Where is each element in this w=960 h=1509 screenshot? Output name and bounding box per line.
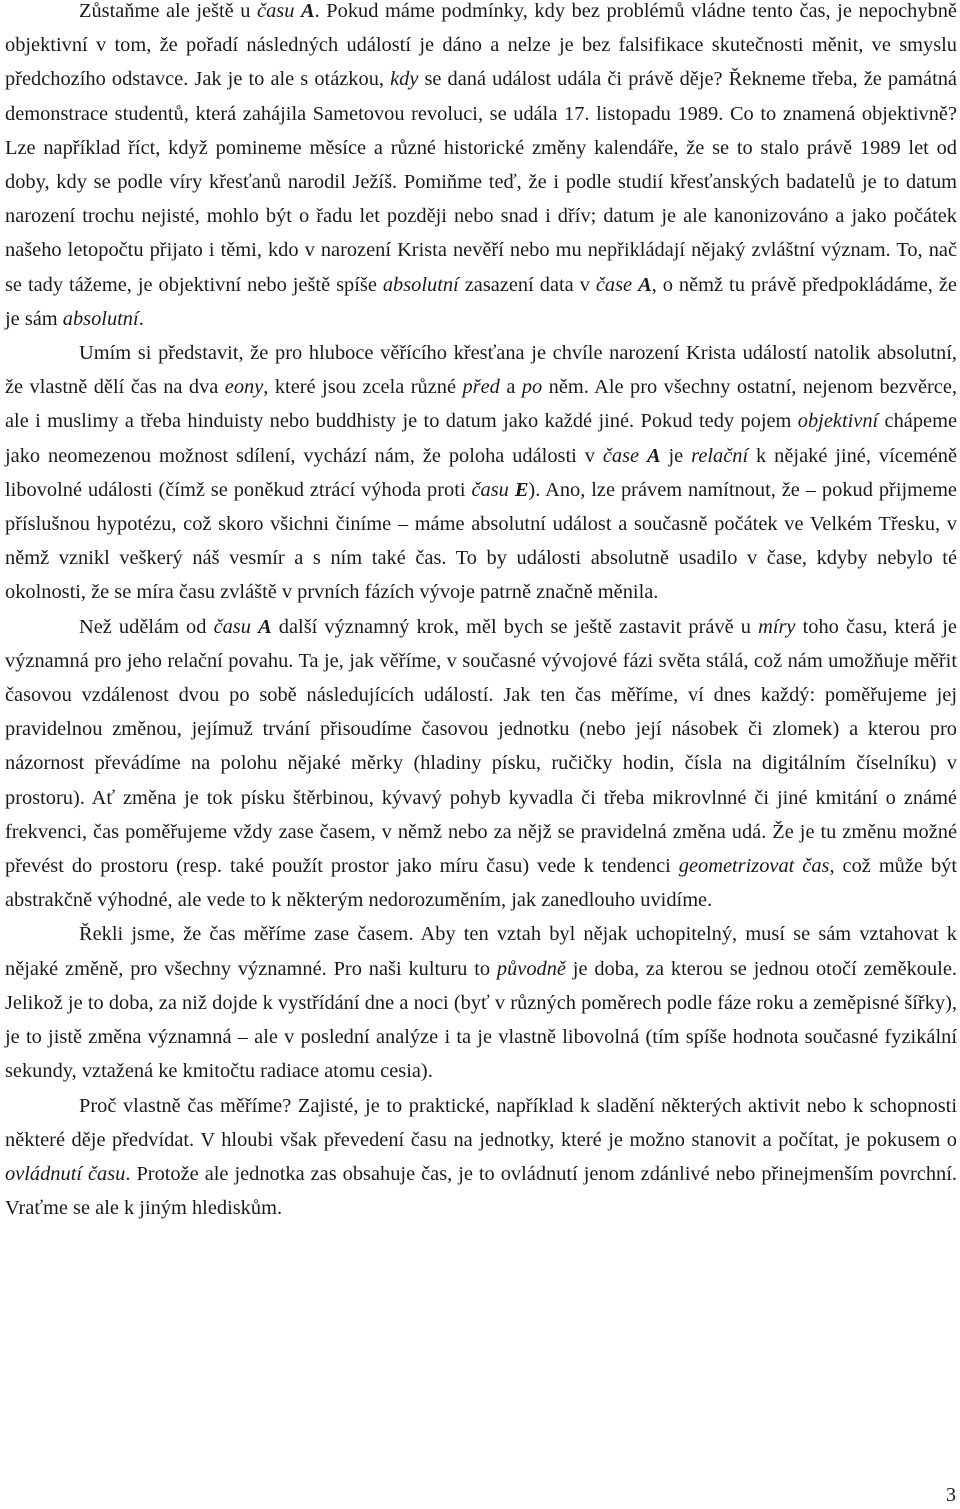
text-run: chápeme jako neomezenou možnost sdílení, vychází nám, že poloha události v	[5, 410, 957, 467]
italic-term: míry	[758, 615, 796, 638]
text-run: se daná událost udála či právě děje? Řekneme třeba, že památná demonstrace studentů, která zahájila Sametovou revoluci, se udála 17. listopadu 1989. Co to znamená objektivně? Lze například říct, když pomineme měsíce a různé historické změny kalendáře, že se to stalo právě 1989 let od doby, kdy se podle víry křesťanů narodil Ježíš. Pomiňme teď, že i podle studií křesťanských badatelů je to datum narození trochu nejisté, mohlo být o řadu let později nebo snad i dřív; datum je ale kanonizováno a jako počátek našeho letopočtu přijato i těmi, kdo v narození Krista nevěří nebo mu nepřikládají nějaký zvláštní význam. To, nač se tady tážeme, je objektivní nebo ještě spíše	[5, 68, 957, 296]
text-run: něm. Ale pro všechny ostatní, nejenom bezvěrce, ale i muslimy a třeba hinduisty nebo buddhisty je to datum jako každé jiné. Pokud tedy pojem	[5, 376, 958, 433]
paragraph-1	[5, 0, 957, 336]
text-run: a	[499, 376, 522, 399]
bold-italic-term: A	[646, 444, 661, 467]
italic-term: objektivní	[797, 410, 879, 433]
text-run: , které jsou zcela různé	[263, 376, 463, 399]
paragraph-5	[5, 1089, 957, 1226]
italic-term: geometrizovat čas	[678, 855, 830, 878]
text-run: je doba, za kterou se jednou otočí zeměkoule. Jelikož je to doba, za niž dojde k vystřídání dne a noci (byť v různých poměrech podle fáze roku a zeměpisné šířky), je to jistě změna významná – ale v poslední analýze i ta je vlastně libovolná (tím spíše hodnota současné fyzikální sekundy, vztažená ke kmitočtu radiace atomu cesia).	[5, 957, 957, 1083]
text-run: je	[660, 444, 692, 467]
bold-italic-term: A	[301, 0, 315, 22]
italic-term: času	[257, 0, 301, 22]
italic-term: relační	[691, 444, 749, 467]
text-run: , což může být abstrakčně výhodné, ale vede to k některým nedorozuměním, jak zanedlouho uvidíme.	[5, 855, 958, 912]
italic-term: původně	[496, 957, 566, 980]
text-run: . Pokud máme podmínky, kdy bez problémů vládne tento čas, je nepochybně objektivní v tom, že pořadí následných událostí je dáno a nelze je bez falsifikace skutečnosti měnit, ve smyslu předchozího odstavce. Jak je to ale s otázkou,	[5, 0, 957, 91]
paragraph-2	[5, 336, 957, 610]
italic-term: čase	[595, 273, 639, 296]
page-number: 3	[946, 1484, 956, 1506]
italic-term: absolutní	[382, 273, 459, 296]
text-run: Řekli jsme, že čas měříme zase časem. Aby ten vztah byl nějak uchopitelný, musí se sám vztahovat k nějaké změně, pro všechny významné. Pro naši kulturu to	[5, 923, 957, 980]
text-run: zasazení data v	[458, 273, 596, 296]
bold-italic-term: A	[638, 273, 652, 296]
bold-italic-term: E	[514, 478, 529, 501]
text-run: .	[138, 307, 144, 330]
paragraph-3	[5, 610, 957, 918]
text-run: další významný krok, měl bych se ještě zastavit právě u	[271, 615, 759, 638]
italic-term: eony	[224, 376, 264, 399]
italic-term: kdy	[390, 68, 419, 91]
document-page	[5, 0, 957, 1225]
italic-term: absolutní	[62, 307, 139, 330]
text-run: , o němž tu právě předpokládáme, že je sám	[5, 273, 957, 330]
italic-term: po	[521, 376, 543, 399]
paragraph-4	[5, 917, 957, 1088]
text-run: toho času, která je významná pro jeho relační povahu. Ta je, jak věříme, v současné vývojové fázi světa stálá, což nám umožňuje měřit časovou vzdálenost dvou po sobě následujících událostí. Jak ten čas měříme, ví dnes každý: poměřujeme jej pravidelnou změnou, jejímuž trvání přisoudíme časovou jednotku (nebo její násobek či zlomek) a kterou pro názornost převádíme na polohu nějaké měrky (hladiny písku, ručičky hodin, čísla na digitálním číselníku) v prostoru). Ať změna je tok písku štěrbinou, kývavý pohyb kyvadla či třeba mikrovlnné či jiné kmitání o známé frekvenci, čas poměřujeme vždy zase časem, v němž nebo za nějž se pravidelná změna udá. Že je tu změnu možné převést do prostoru (resp. také použít prostor jako míru času) vede k tendenci	[5, 615, 957, 878]
italic-term: ovládnutí času	[5, 1162, 126, 1185]
italic-term: čase	[602, 444, 647, 467]
italic-term: času	[213, 615, 259, 638]
text-run: Umím si představit, že pro hluboce věřícího křesťana je chvíle narození Krista událostí natolik absolutní, že vlastně dělí čas na dva	[5, 342, 957, 399]
text-run: . Protože ale jednotka zas obsahuje čas, je to ovládnutí jenom zdánlivé nebo přinejmenším povrchní. Vraťme se ale k jiným hlediskům.	[5, 1162, 957, 1220]
text-run: Proč vlastně čas měříme? Zajisté, je to praktické, například k sladění některých aktivit nebo k schopnosti některé děje předvídat. V hloubi však převedení času na jednotky, které je možno stanovit a počítat, je pokusem o	[5, 1094, 957, 1151]
text-run: k nějaké jiné, víceméně libovolné události (čímž se poněkud ztrácí výhoda proti	[5, 444, 957, 501]
bold-italic-term: A	[258, 615, 272, 638]
italic-term: před	[462, 376, 500, 399]
text-run: Než udělám od	[79, 615, 214, 638]
italic-term: času	[471, 478, 515, 501]
text-run: ). Ano, lze právem namítnout, že – pokud přijmeme příslušnou hypotézu, což skoro všichni činíme – máme absolutní událost a současně počátek ve Velkém Třesku, v němž vznikl veškerý náš vesmír a s ním také čas. To by události absolutně usadilo v čase, kdyby nebylo té okolnosti, že se míra času zvláště v prvních fázích vývoje patrně značně měnila.	[5, 478, 957, 604]
text-run: Zůstaňme ale ještě u	[79, 0, 258, 22]
